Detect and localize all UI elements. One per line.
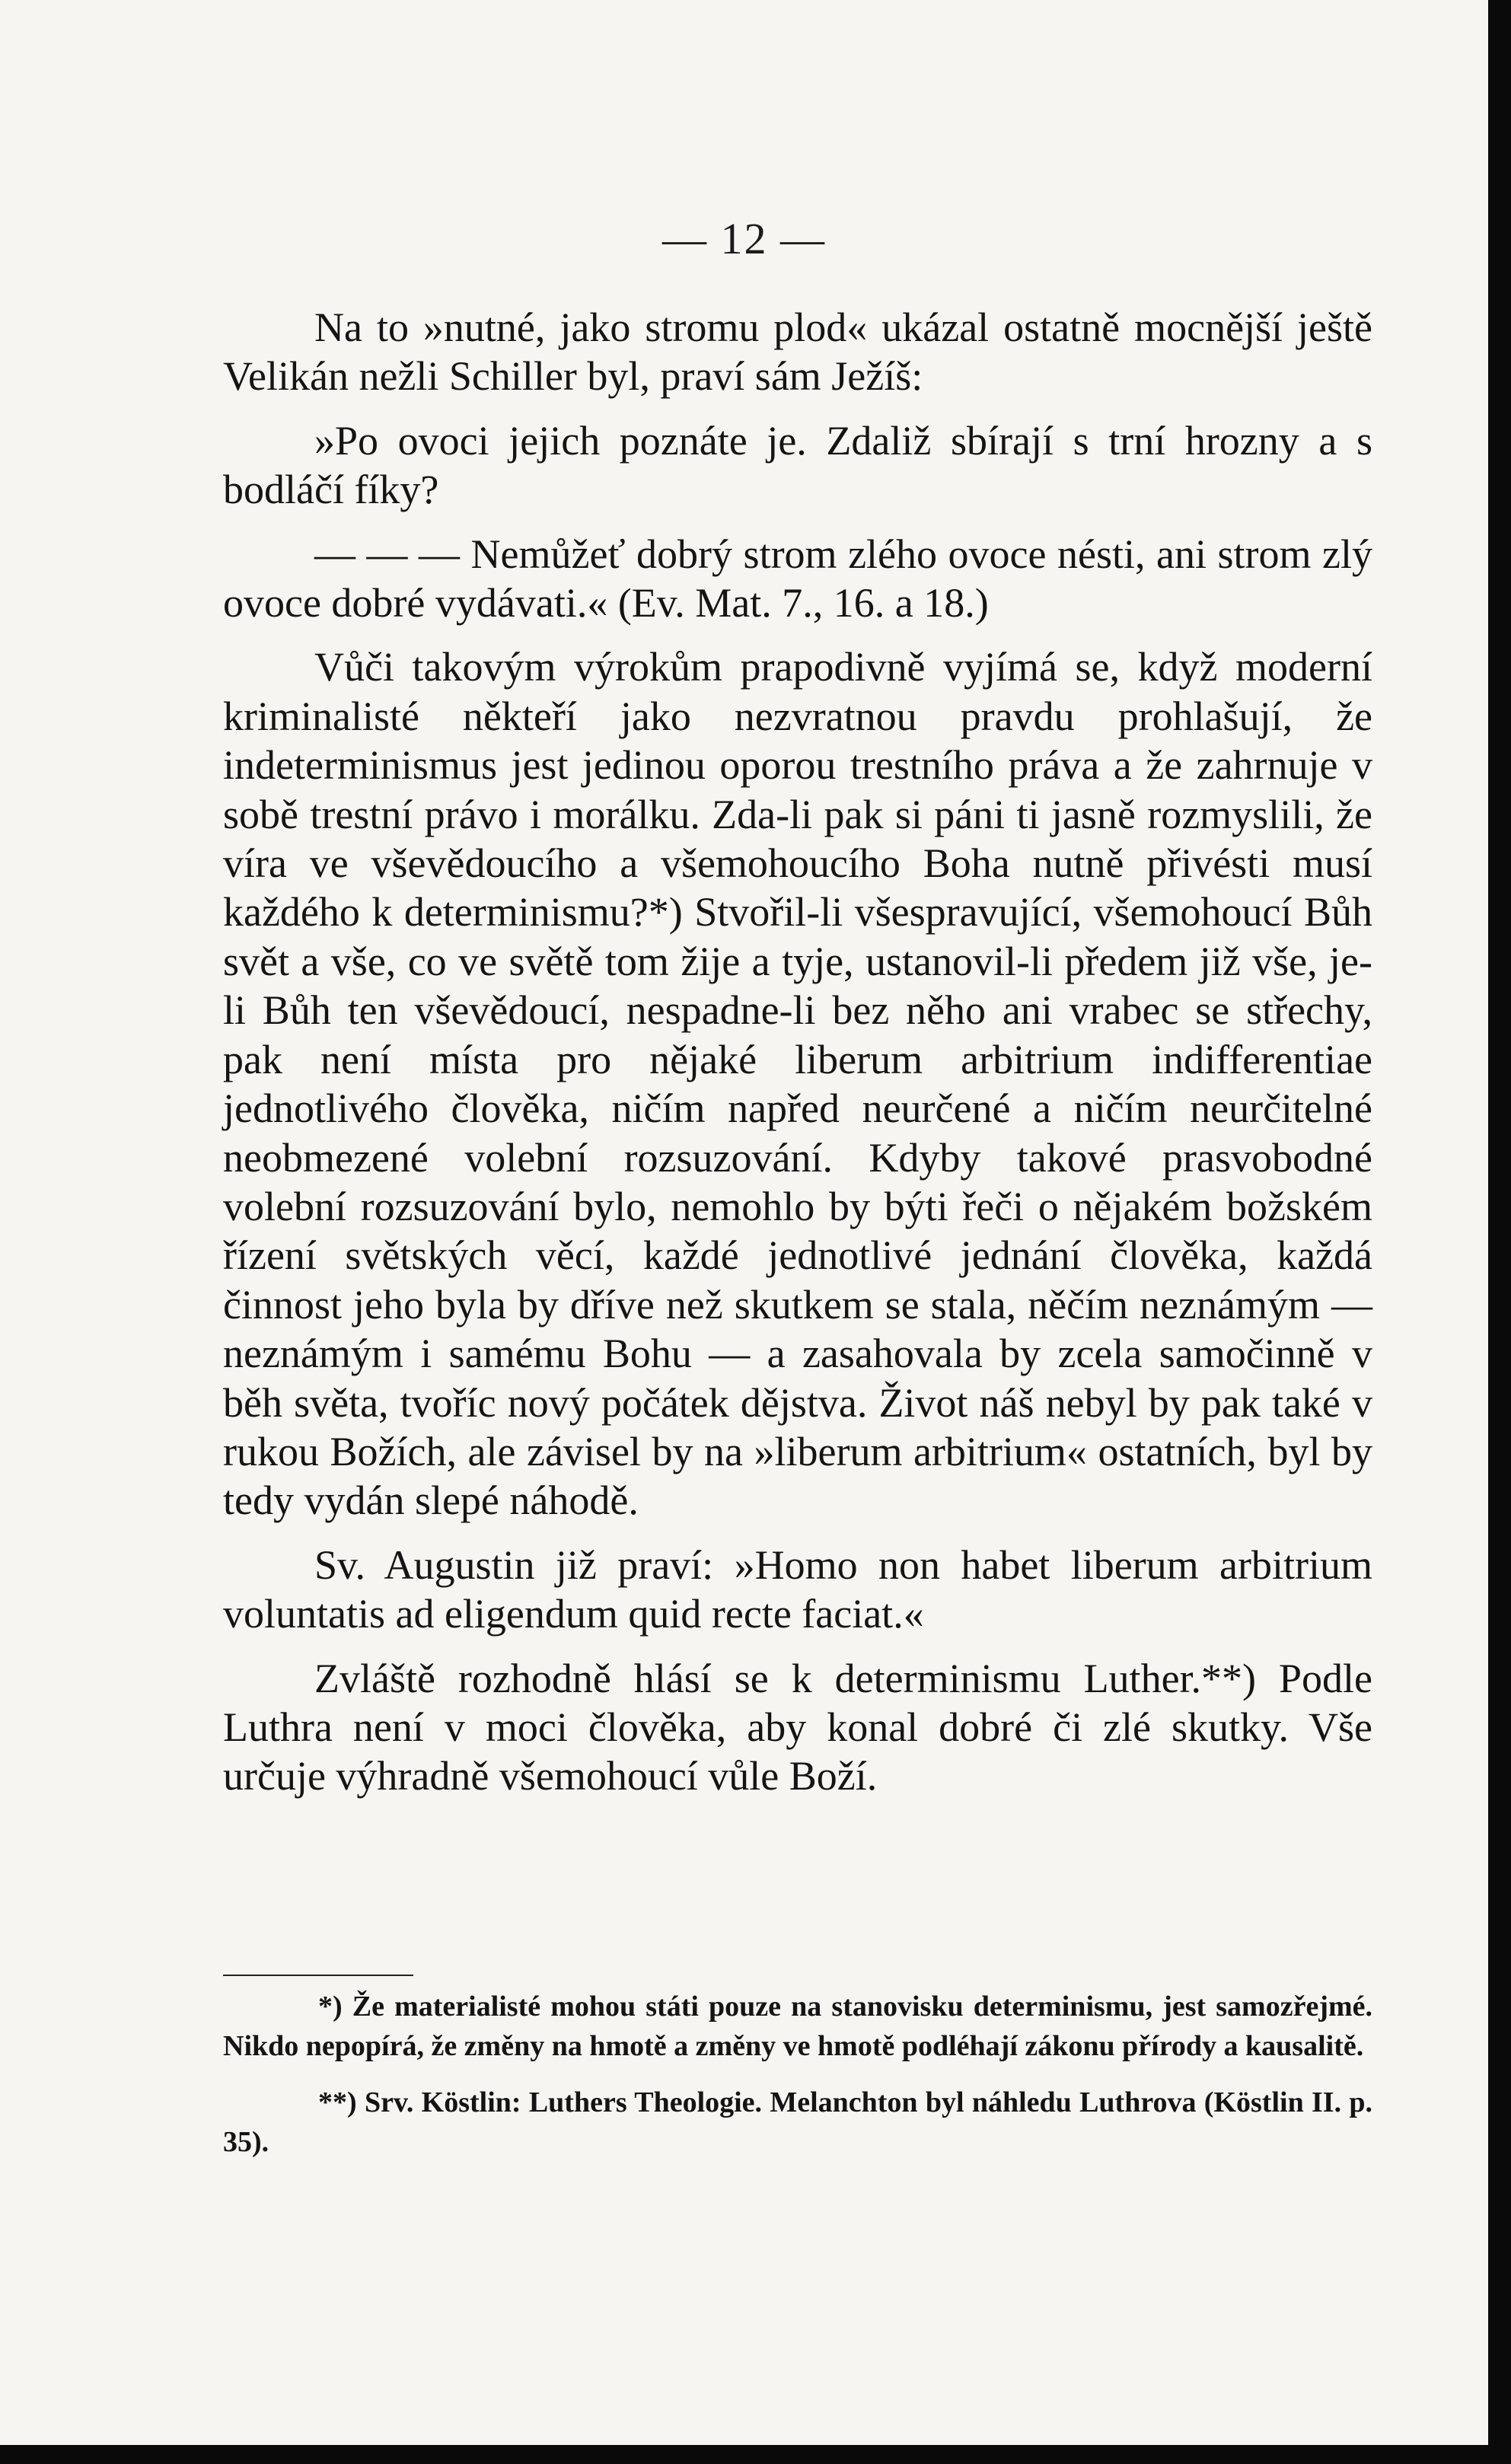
footnote-2: **) Srv. Köstlin: Luthers Theologie. Melanchton byl náhledu Luthrova (Köstlin II. p. 35). [223,2086,1372,2158]
footnote-1: *) Že materialisté mohou státi pouze na stanovisku determinismu, jest samozřejmé. Nikdo nepopírá, že změny na hmotě a změny ve hmotě podléhají zákonu přírody a kausalitě. [223,1991,1372,2062]
paragraph-5: Sv. Augustin již praví: »Homo non habet liberum arbitrium voluntatis ad eligendum quid recte faciat.« [223,1541,1372,1637]
paragraph-6: Zvláště rozhodně hlásí se k determinismu Luther.**) Podle Luthra není v moci člověka, aby konal dobré či zlé skutky. Vše určuje výhradně všemohoucí vůle Boží. [223,1655,1372,1799]
footnotes [223,1987,1372,2179]
paragraph-4: Vůči takovým výrokům prapodivně vyjímá se, když moderní kriminalisté někteří jako nezvratnou pravdu prohlašují, že indeterminismus jest jedinou oporou trestního práva a že zahrnuje v sobě trestní právo i morálku. Zda-li pak si páni ti jasně rozmyslili, že víra ve vševědoucího a všemohoucího Boha nutně přivésti musí každého k determinismu?*) Stvořil-li všespravující, všemohoucí Bůh svět a vše, co ve světě tom žije a tyje, ustanovil-li předem již vše, je-li Bůh ten vševědoucí, nespadne-li bez něho ani vrabec se střechy, pak není místa pro nějaké liberum arbitrium indifferentiae jednotlivého člověka, ničím napřed neurčené a ničím neurčitelné neobmezené volební rozsuzování. Kdyby takové prasvobodné volební rozsuzování bylo, nemohlo by býti řeči o nějakém božském řízení světských věcí, každé jednotlivé jednání člověka, každá činnost jeho byla by dříve než skutkem se stala, něčím neznámým — neznámým i samému Bohu — a zasahovala by zcela samočinně v běh světa, tvoříc nový počátek dějstva. Život náš nebyl by pak také v rukou Božích, ale závisel by na »liberum arbitrium« ostatních, byl by tedy vydán slepé náhodě. [223,644,1372,1524]
footnote-divider [223,1975,413,1976]
paragraph-1: Na to »nutné, jako stromu plod« ukázal ostatně mocnější ještě Velikán nežli Schiller byl, praví sám Ježíš: [223,304,1372,400]
scan-edge-bottom [0,2445,1511,2464]
page-number: — 12 — [662,214,826,263]
paragraph-3: — — — Nemůžeť dobrý strom zlého ovoce nésti, ani strom zlý ovoce dobré vydávati.« (Ev. Mat. 7., 16. a 18.) [223,531,1372,626]
scan-edge-right [1488,0,1511,2464]
paragraph-2: »Po ovoci jejich poznáte je. Zdaliž sbírají s trní hrozny a s bodláčí fíky? [223,417,1372,513]
main-text [223,303,1372,1816]
